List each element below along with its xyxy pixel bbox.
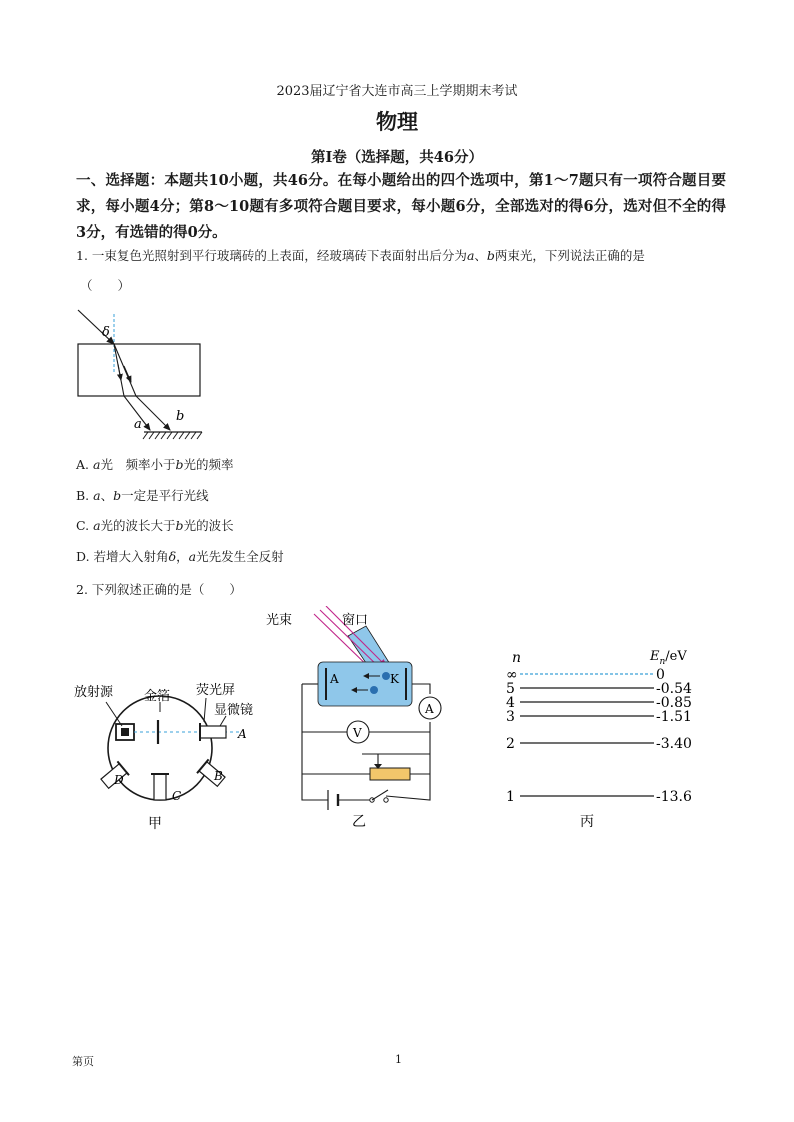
exam-title: 2023届辽宁省大连市高三上学期期末考试 — [276, 84, 518, 99]
level-energy-label: -3.40 — [656, 736, 692, 752]
label-n: n — [512, 650, 522, 666]
var-b: b — [113, 488, 122, 503]
label-pos-A: A — [238, 727, 247, 741]
q1-stem-post: 两束光，下列说法正确的是 — [494, 248, 645, 263]
microscope-A — [200, 726, 226, 738]
detector-C — [151, 774, 169, 800]
option-c[interactable] — [76, 517, 234, 535]
question-1-bracket: （ ） — [80, 278, 131, 293]
energy-symbol: E — [650, 649, 660, 664]
caption-jia: 甲 — [148, 816, 162, 832]
glass-slab-figure — [70, 306, 210, 442]
level-n-label: 2 — [506, 736, 515, 752]
subject-title: 物理 — [376, 109, 418, 134]
option-text: 光先发生全反射 — [196, 549, 284, 564]
option-letter: C. — [76, 518, 90, 533]
level-n-label: 3 — [506, 709, 515, 725]
caption-bing: 丙 — [580, 814, 594, 830]
level-n-label: 1 — [506, 789, 515, 805]
option-letter: B. — [76, 488, 90, 503]
ground-hatch — [143, 432, 202, 439]
option-text: 若增大入射角 — [93, 549, 169, 564]
label-beam: 光束 — [266, 613, 293, 628]
option-b[interactable] — [76, 487, 209, 505]
rheostat — [370, 768, 410, 780]
level-n-label: 5 — [506, 681, 515, 697]
separator: 、 — [100, 488, 114, 503]
question-number: 1. — [76, 248, 88, 263]
footer-page-label: 第页 — [72, 1055, 94, 1068]
var-b: b — [175, 457, 184, 472]
q2-stem-text: 下列叙述正确的是（ ） — [91, 582, 242, 597]
question-number: 2. — [76, 582, 88, 597]
source-core — [121, 728, 129, 736]
label-foil: 金箔 — [144, 689, 171, 704]
energy-subscript: n — [659, 657, 666, 667]
switch-contact — [384, 798, 388, 802]
screen-pointer — [204, 698, 206, 722]
separator: ， — [176, 549, 189, 564]
label-cathode: K — [390, 672, 399, 686]
var-delta: δ — [168, 549, 177, 564]
window-tube — [348, 626, 390, 666]
energy-levels — [506, 667, 692, 805]
label-pos-D: D — [114, 773, 124, 787]
separator: 、 — [474, 248, 487, 263]
volume-heading: 第Ⅰ卷（选择题，共46分） — [311, 149, 483, 166]
level-energy-label: -0.54 — [656, 681, 692, 697]
level-energy-label: 0 — [656, 667, 665, 683]
section-instructions: 一、选择题：本题共10小题，共46分。在每小题给出的四个选项中，第1～7题只有一项符合题目要求，每小题4分；第8～10题有多项符合题目要求，每小题6分，全部选对的得6分，选对但不全的得3分，有选错的得0分。 — [76, 172, 726, 241]
option-d[interactable] — [76, 548, 284, 566]
caption-yi: 乙 — [352, 814, 366, 830]
level-energy-label: -13.6 — [656, 789, 692, 805]
label-b: b — [176, 409, 185, 424]
arrow-b-inside — [124, 366, 131, 382]
label-energy-axis — [649, 649, 687, 667]
label-a: a — [134, 417, 142, 432]
var-b: b — [486, 248, 495, 263]
arrow-a-inside — [118, 364, 121, 380]
option-text: 光 频率小于 — [100, 457, 176, 472]
label-screen: 荧光屏 — [196, 683, 236, 698]
question-2-stem — [76, 580, 242, 600]
figure-yi-photoelectric — [262, 606, 452, 832]
option-letter: A. — [76, 457, 90, 472]
label-window: 窗口 — [342, 613, 369, 628]
option-text: 光的波长大于 — [100, 518, 176, 533]
label-delta: δ — [102, 325, 110, 340]
refracted-ray-b — [114, 344, 136, 396]
glass-slab — [78, 344, 200, 396]
label-anode: A — [330, 672, 339, 686]
question-1-stem — [76, 246, 726, 266]
var-b: b — [175, 518, 184, 533]
option-a[interactable] — [76, 456, 234, 474]
label-source: 放射源 — [74, 685, 114, 700]
option-text: 一定是平行光线 — [121, 488, 209, 503]
var-a: a — [188, 549, 197, 564]
electron — [382, 672, 390, 680]
page-number: 1 — [395, 1053, 402, 1066]
electron — [370, 686, 378, 694]
var-a: a — [466, 248, 475, 263]
label-ammeter: A — [425, 702, 434, 716]
var-a: a — [93, 518, 101, 533]
option-letter: D. — [76, 549, 90, 564]
figure-jia-scattering — [72, 676, 268, 836]
level-energy-label: -1.51 — [656, 709, 692, 725]
label-voltmeter: V — [353, 726, 362, 740]
var-a: a — [93, 488, 101, 503]
option-text: 光的频率 — [183, 457, 234, 472]
q1-stem-pre: 一束复色光照射到平行玻璃砖的上表面，经玻璃砖下表面射出后分为 — [91, 248, 467, 263]
figure-bing-energy-levels — [498, 644, 726, 834]
energy-unit: /eV — [665, 649, 687, 664]
label-pos-B: B — [214, 769, 223, 783]
level-energy-label: -0.85 — [656, 695, 692, 711]
level-n-label: ∞ — [506, 667, 518, 683]
label-microscope: 显微镜 — [214, 703, 254, 718]
label-pos-C: C — [172, 789, 182, 803]
level-n-label: 4 — [506, 695, 515, 711]
var-a: a — [93, 457, 101, 472]
option-text: 光的波长 — [183, 518, 234, 533]
